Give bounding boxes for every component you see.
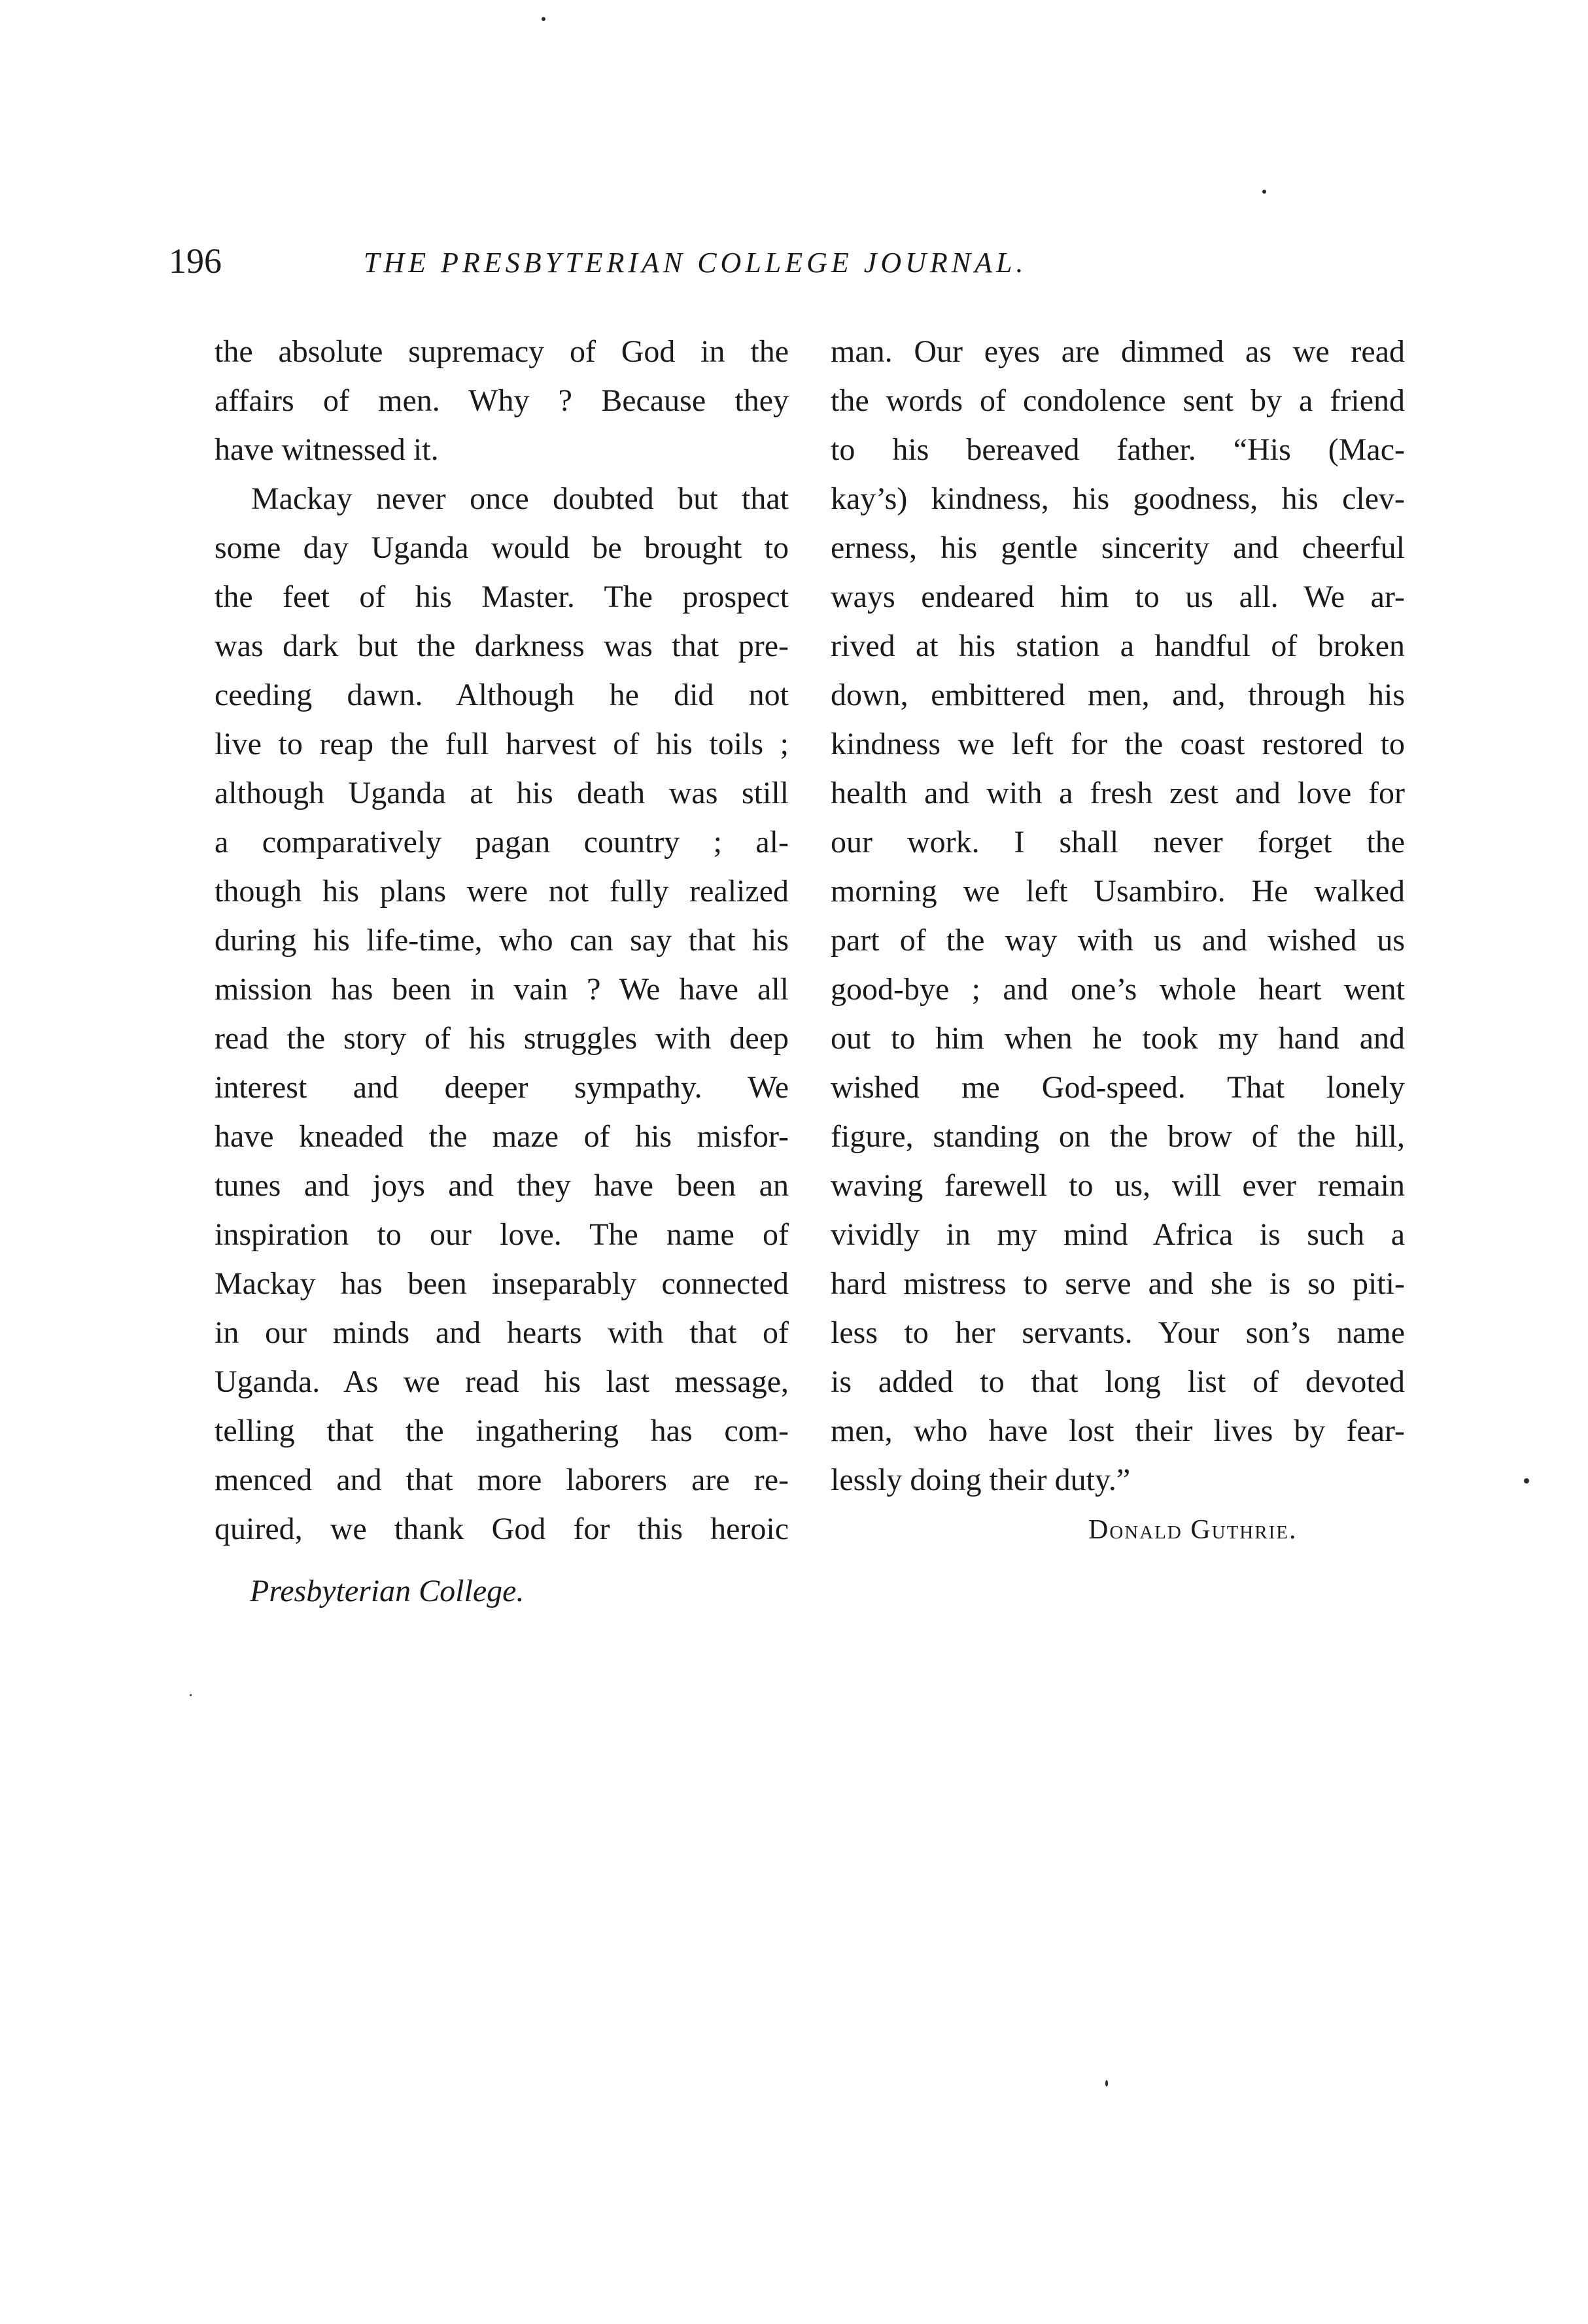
text-line: tunes and joys and they have been an — [215, 1168, 789, 1203]
text-line: good-bye ; and one’s whole heart went — [831, 972, 1405, 1007]
text-line: erness, his gentle sincerity and cheerful — [831, 530, 1405, 565]
text-line: figure, standing on the brow of the hill, — [831, 1119, 1405, 1154]
text-line: is added to that long list of devoted — [831, 1364, 1405, 1399]
text-line: menced and that more laborers are re- — [215, 1463, 789, 1497]
text-line: men, who have lost their lives by fear- — [831, 1413, 1405, 1448]
text-line: vividly in my mind Africa is such a — [831, 1217, 1405, 1252]
text-line: have witnessed it. — [215, 432, 439, 467]
text-line: our work. I shall never forget the — [831, 825, 1405, 859]
text-line: mission has been in vain ? We have all — [215, 972, 789, 1007]
text-line: ways endeared him to us all. We ar- — [831, 580, 1405, 614]
text-line: wished me God-speed. That lonely — [831, 1070, 1405, 1105]
text-line: out to him when he took my hand and — [831, 1021, 1405, 1056]
text-line: during his life-time, who can say that his — [215, 923, 789, 958]
text-line: have kneaded the maze of his misfor- — [215, 1119, 789, 1154]
text-line: part of the way with us and wished us — [831, 923, 1405, 958]
text-line: to his bereaved father. “His (Mac- — [831, 432, 1405, 467]
right-column — [831, 327, 1405, 1504]
text-line: the feet of his Master. The prospect — [215, 580, 789, 614]
text-line: some day Uganda would be brought to — [215, 530, 789, 565]
text-line: kay’s) kindness, his goodness, his clev- — [831, 481, 1405, 516]
text-line: was dark but the darkness was that pre- — [215, 629, 789, 663]
text-line: interest and deeper sympathy. We — [215, 1070, 789, 1105]
text-line: ceeding dawn. Although he did not — [215, 678, 789, 712]
text-line: kindness we left for the coast restored to — [831, 727, 1405, 761]
signoff-place: Presbyterian College. — [250, 1574, 525, 1608]
text-line: in our minds and hearts with that of — [215, 1315, 789, 1350]
text-line: rived at his station a handful of broken — [831, 629, 1405, 663]
text-line: quired, we thank God for this heroic — [215, 1512, 789, 1546]
text-line: read the story of his struggles with deep — [215, 1021, 789, 1056]
scan-speck — [190, 1694, 192, 1696]
scan-speck — [1262, 190, 1266, 194]
text-line: less to her servants. Your son’s name — [831, 1315, 1405, 1350]
text-line: a comparatively pagan country ; al- — [215, 825, 789, 859]
text-line: telling that the ingathering has com- — [215, 1413, 789, 1448]
text-line: man. Our eyes are dimmed as we read — [831, 334, 1405, 369]
text-line: hard mistress to serve and she is so piti- — [831, 1266, 1405, 1301]
text-line: Mackay never once doubted but that — [251, 481, 789, 516]
scan-speck — [1524, 1478, 1529, 1483]
scan-speck — [1105, 2080, 1108, 2087]
text-line: live to reap the full harvest of his toils ; — [215, 727, 789, 761]
text-line: although Uganda at his death was still — [215, 776, 789, 810]
author-signature: Donald Guthrie. — [1088, 1515, 1298, 1545]
left-column — [215, 327, 789, 1553]
text-line: inspiration to our love. The name of — [215, 1217, 789, 1252]
page-number: 196 — [169, 241, 222, 281]
text-line: Uganda. As we read his last message, — [215, 1364, 789, 1399]
scan-speck — [542, 17, 545, 21]
text-line: Mackay has been inseparably connected — [215, 1266, 789, 1301]
text-line: lessly doing their duty.” — [831, 1463, 1131, 1497]
text-line: health and with a fresh zest and love for — [831, 776, 1405, 810]
text-line: the absolute supremacy of God in the — [215, 334, 789, 369]
text-line: down, embittered men, and, through his — [831, 678, 1405, 712]
text-line: morning we left Usambiro. He walked — [831, 874, 1405, 909]
text-line: though his plans were not fully realized — [215, 874, 789, 909]
text-line: the words of condolence sent by a friend — [831, 383, 1405, 418]
running-head: THE PRESBYTERIAN COLLEGE JOURNAL. — [364, 247, 1027, 279]
text-line: waving farewell to us, will ever remain — [831, 1168, 1405, 1203]
text-line: affairs of men. Why ? Because they — [215, 383, 789, 418]
